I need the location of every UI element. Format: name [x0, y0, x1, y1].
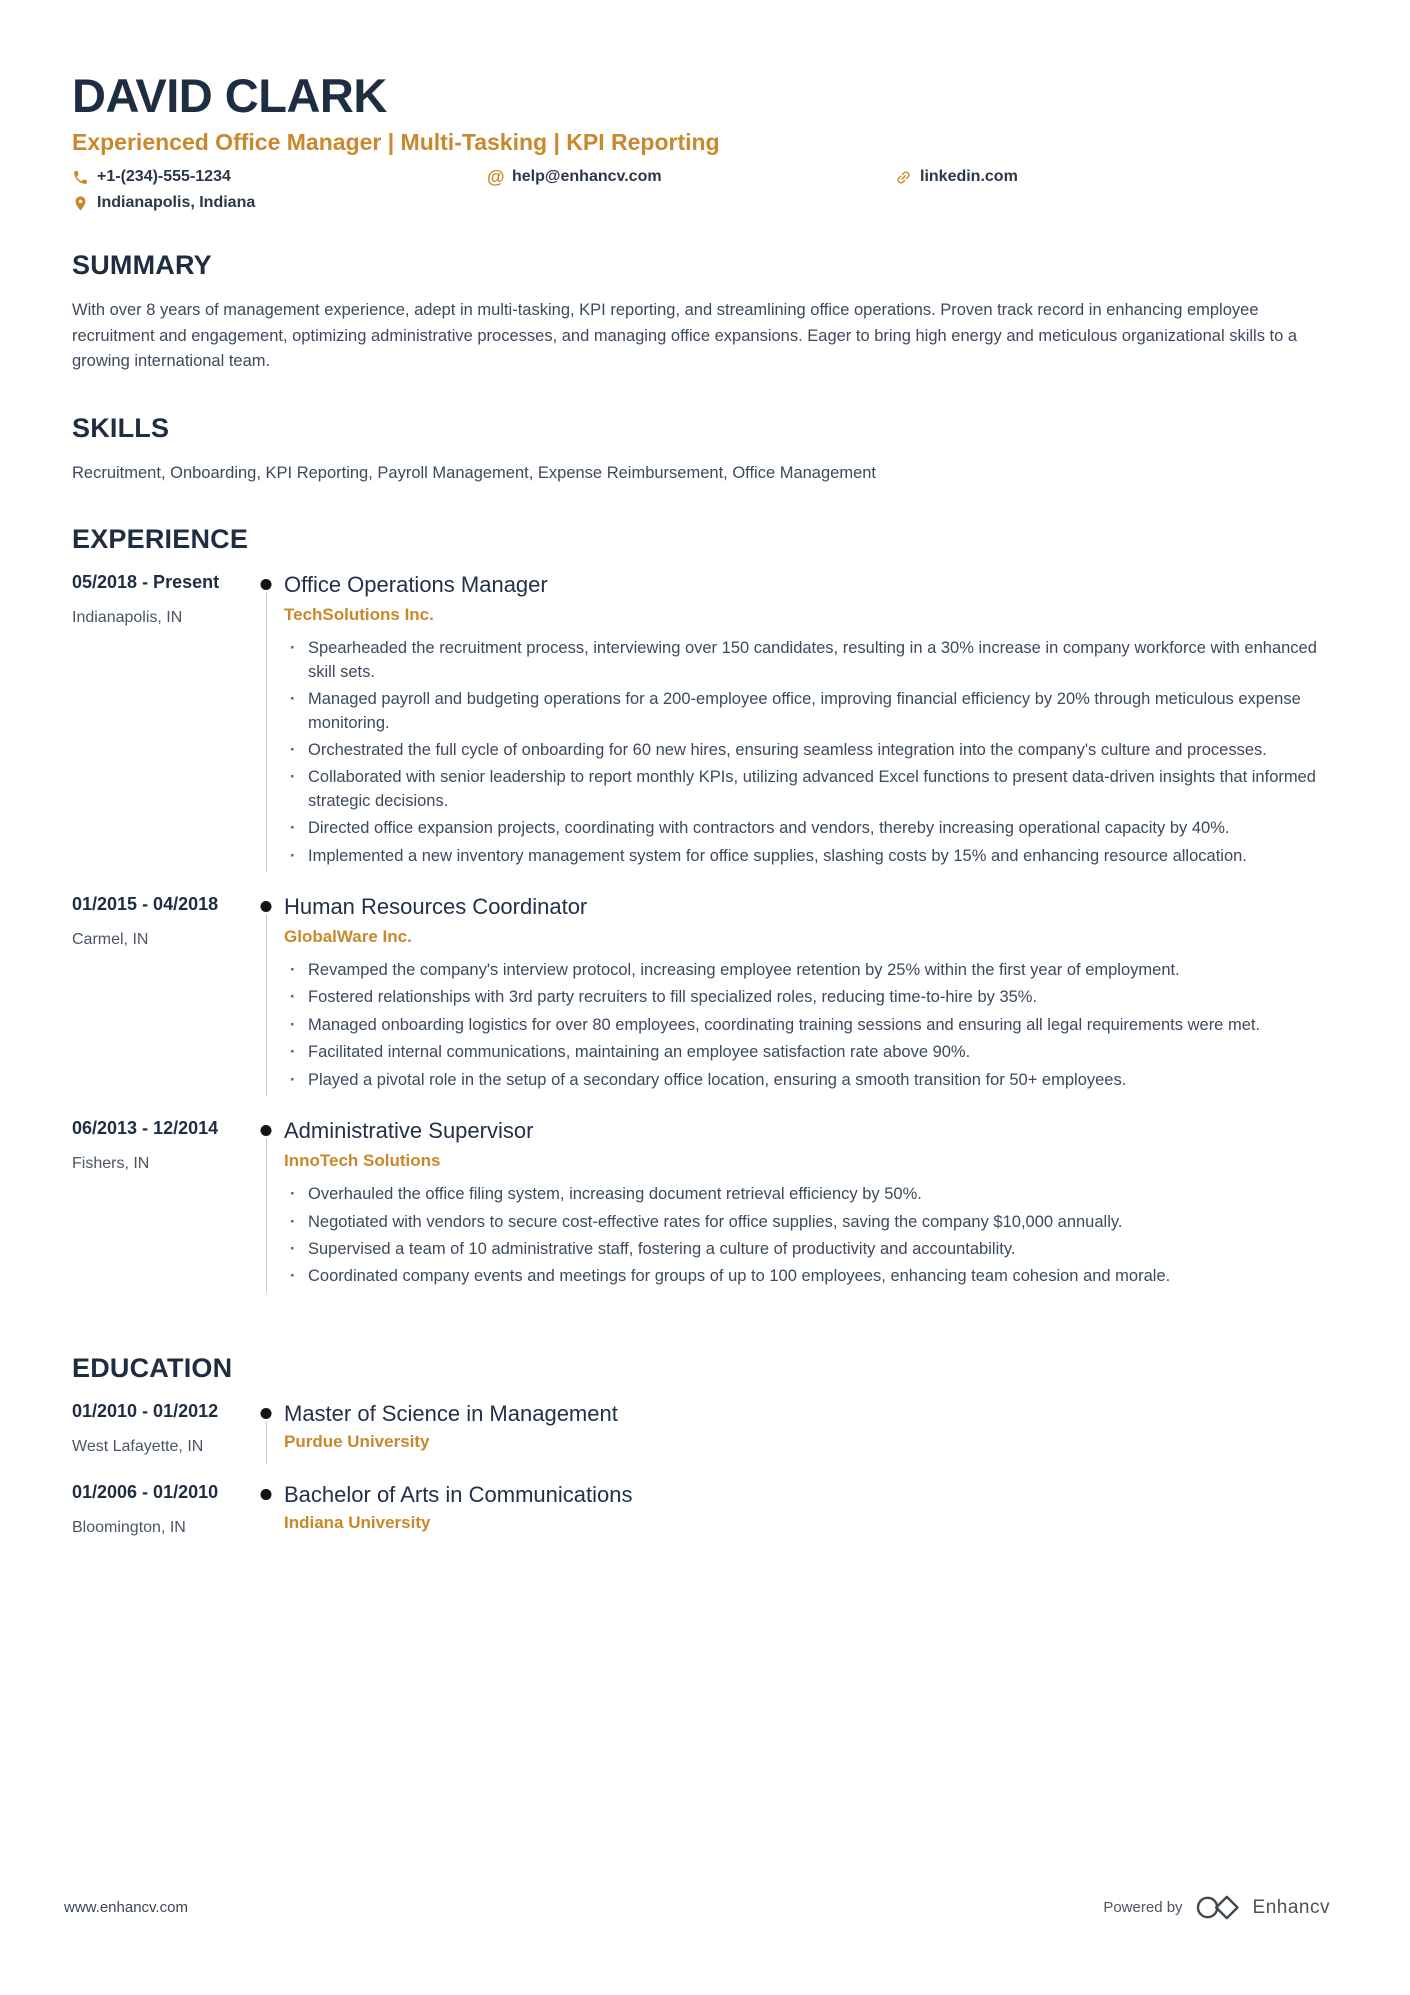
timeline-line [266, 1421, 267, 1464]
experience-entry [72, 572, 1337, 894]
link-icon [895, 169, 912, 186]
degree-title: Bachelor of Arts in Communications [284, 1481, 633, 1507]
summary-text: With over 8 years of management experience, adept in multi-tasking, KPI reporting, and streamlining office operations. Proven track record in enhancing employee recruitment and engagement, optimizing administrative processes, and managing office expansions. Eager to bring high energy and meticulous organizational skills to a growing international team. [72, 301, 1298, 371]
bullet-item: · Overhauled the office filing system, increasing document retrieval efficiency by 50%. [284, 1183, 1337, 1206]
footer-website-link[interactable]: www.enhancv.com [64, 1899, 188, 1916]
powered-by-group [1103, 1894, 1330, 1921]
bullet-item: · Managed payroll and budgeting operations for a 200-employee office, improving financial efficiency by 20% through meticulous expense monitoring. [284, 688, 1337, 735]
timeline-line [266, 592, 267, 872]
timeline-marker [248, 1401, 284, 1464]
job-location: Carmel, IN [72, 931, 149, 949]
experience-section [72, 524, 1337, 1315]
timeline-dot [261, 579, 272, 590]
experience-entry [72, 894, 1337, 1118]
education-entry [72, 1482, 1337, 1563]
job-location: Indianapolis, IN [72, 609, 183, 627]
job-bullets [284, 959, 1337, 1092]
job-dates: 05/2018 - Present [72, 572, 220, 593]
timeline-marker [248, 894, 284, 1096]
location-text: Indianapolis, Indiana [97, 194, 256, 211]
entry-left [72, 894, 248, 1096]
education-heading: EDUCATION [72, 1352, 233, 1383]
contact-row-2 [72, 194, 1337, 212]
job-title: Human Resources Coordinator [284, 894, 588, 920]
timeline-dot [261, 901, 272, 912]
entry-left [72, 1401, 248, 1464]
job-company: TechSolutions Inc. [284, 605, 434, 625]
school-name: Purdue University [284, 1431, 430, 1451]
job-bullets [284, 1183, 1337, 1289]
bullet-item: · Spearheaded the recruitment process, interviewing over 150 candidates, resulting in a 30% increase in company workforce with enhanced skill sets. [284, 637, 1337, 684]
enhancv-brand-text[interactable]: Enhancv [1252, 1896, 1330, 1918]
timeline-marker [248, 1482, 284, 1545]
education-dates: 01/2006 - 01/2010 [72, 1481, 219, 1502]
email-text: help@enhancv.com [512, 168, 662, 185]
education-location: West Lafayette, IN [72, 1437, 204, 1455]
bullet-item: · Collaborated with senior leadership to report monthly KPIs, utilizing advanced Excel functions to present data-driven insights that informed strategic decisions. [284, 766, 1337, 813]
timeline-dot [261, 1489, 272, 1500]
degree-title: Master of Science in Management [284, 1400, 618, 1426]
bullet-item: · Directed office expansion projects, coordinating with contractors and vendors, thereby increasing operational capacity by 40%. [284, 817, 1337, 840]
at-icon: @ [487, 166, 505, 187]
phone-text: +1-(234)-555-1234 [97, 168, 231, 185]
timeline-marker [248, 572, 284, 872]
timeline-dot [261, 1125, 272, 1136]
bullet-item: · Implemented a new inventory management system for office supplies, slashing costs by 15% and enhancing resource allocation. [284, 845, 1337, 868]
education-section [72, 1353, 1337, 1563]
phone-icon [72, 169, 89, 186]
timeline-line [266, 914, 267, 1096]
powered-by-label: Powered by [1103, 1899, 1183, 1916]
education-location: Bloomington, IN [72, 1518, 186, 1536]
bullet-item: · Facilitated internal communications, maintaining an employee satisfaction rate above 90%. [284, 1041, 1337, 1064]
bullet-item: · Orchestrated the full cycle of onboarding for 60 new hires, ensuring seamless integration into the company's culture and processes. [284, 739, 1337, 762]
job-title: Office Operations Manager [284, 572, 548, 598]
linkedin-link[interactable] [895, 168, 1018, 186]
job-bullets [284, 637, 1337, 868]
entry-left [72, 1118, 248, 1293]
summary-heading: SUMMARY [72, 250, 212, 280]
bullet-item: · Managed onboarding logistics for over 80 employees, coordinating training sessions and ensuring all legal requirements were met. [284, 1014, 1337, 1037]
job-dates: 01/2015 - 04/2018 [72, 894, 219, 915]
resume-header [72, 68, 1337, 212]
experience-heading: EXPERIENCE [72, 524, 249, 555]
email-link[interactable] [487, 168, 895, 186]
bullet-item: · Revamped the company's interview protocol, increasing employee retention by 25% within the first year of employment. [284, 959, 1337, 982]
school-name: Indiana University [284, 1512, 431, 1532]
timeline-dot [261, 1408, 272, 1419]
page-footer [64, 1894, 1330, 1921]
entry-left [72, 572, 248, 872]
entry-content [284, 894, 1337, 1096]
experience-entry [72, 1118, 1337, 1315]
skills-heading: SKILLS [72, 412, 170, 443]
timeline-line [266, 1138, 267, 1293]
skills-section [72, 413, 1337, 487]
candidate-headline: Experienced Office Manager | Multi-Tasking | KPI Reporting [72, 129, 720, 155]
skills-text: Recruitment, Onboarding, KPI Reporting, Payroll Management, Expense Reimbursement, Office Management [72, 463, 877, 482]
entry-content [284, 1401, 1337, 1464]
bullet-item: · Played a pivotal role in the setup of a secondary office location, ensuring a smooth transition for 50+ employees. [284, 1069, 1337, 1092]
bullet-item: · Fostered relationships with 3rd party recruiters to fill specialized roles, reducing time-to-hire by 35%. [284, 986, 1337, 1009]
timeline-marker [248, 1118, 284, 1293]
job-company: InnoTech Solutions [284, 1151, 441, 1171]
phone-link[interactable] [72, 168, 487, 186]
entry-content [284, 1482, 1337, 1545]
enhancv-logo-icon[interactable] [1195, 1894, 1241, 1921]
job-dates: 06/2013 - 12/2014 [72, 1118, 219, 1139]
job-location: Fishers, IN [72, 1155, 150, 1173]
linkedin-text: linkedin.com [920, 168, 1018, 185]
job-company: GlobalWare Inc. [284, 927, 412, 947]
entry-left [72, 1482, 248, 1545]
education-dates: 01/2010 - 01/2012 [72, 1400, 219, 1421]
bullet-item: · Negotiated with vendors to secure cost-effective rates for office supplies, saving the company $10,000 annually. [284, 1211, 1337, 1234]
bullet-item: · Supervised a team of 10 administrative staff, fostering a culture of productivity and accountability. [284, 1238, 1337, 1261]
entry-content [284, 572, 1337, 872]
summary-section [72, 250, 1337, 375]
bullet-item: · Coordinated company events and meetings for groups of up to 100 employees, enhancing team cohesion and morale. [284, 1265, 1337, 1288]
job-title: Administrative Supervisor [284, 1118, 534, 1144]
location-pin-icon [72, 195, 89, 212]
location-item [72, 194, 255, 212]
education-entry [72, 1401, 1337, 1482]
candidate-name: DAVID CLARK [72, 69, 387, 122]
entry-content [284, 1118, 1337, 1293]
contact-row-1 [72, 168, 1337, 186]
